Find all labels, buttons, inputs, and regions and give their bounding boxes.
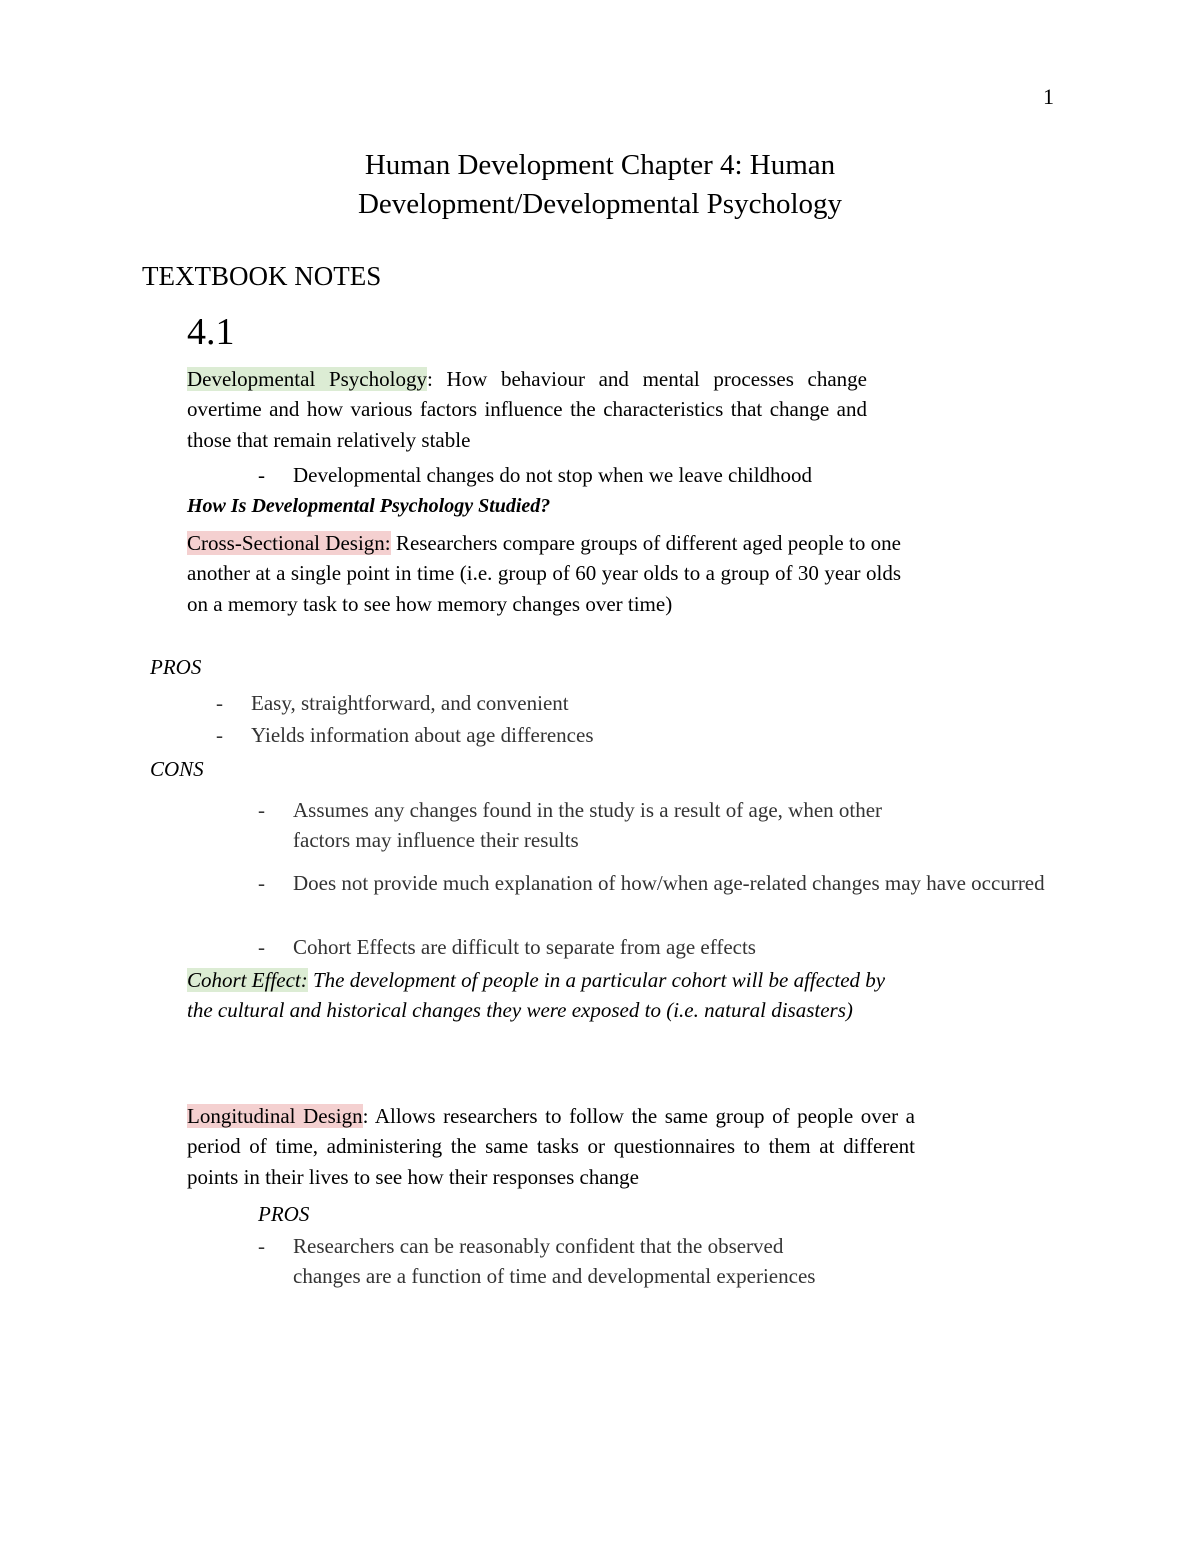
cons-label: CONS — [150, 757, 204, 781]
bullet-dash: - — [258, 798, 265, 822]
bullet-dash: - — [258, 871, 265, 895]
bullet-dash: - — [216, 723, 223, 747]
cohort-effect-text: The development of people in a particular cohort will be affected by the cultural and historical changes they were exposed to (i.e. natural disasters) — [187, 968, 886, 1022]
longitudinal-term: Longitudinal Design — [187, 1104, 363, 1128]
bullet-dash: - — [258, 1234, 265, 1258]
bullet-dash: - — [216, 691, 223, 715]
pros-label: PROS — [150, 655, 202, 679]
list-item — [0, 868, 1200, 930]
document-title-line-2: Development/Developmental Psychology — [357, 188, 843, 220]
pros-label: PROS — [258, 1202, 310, 1226]
cross-sectional-definition — [187, 528, 901, 619]
longitudinal-text: : Allows researchers to follow the same group of people over a period of time, administering the same tasks or questionnaires to them at different points in their lives to see how their responses change — [187, 1104, 915, 1189]
list-item — [0, 932, 1200, 962]
subheading-how-studied: How Is Developmental Psychology Studied? — [187, 495, 551, 517]
list-item — [0, 1231, 1200, 1323]
developmental-psychology-text: : How behaviour and mental processes change overtime and how various factors influence the characteristics that change and those that remain relatively stable — [187, 367, 867, 452]
bullet-dash: - — [258, 463, 265, 487]
list-item-text: Assumes any changes found in the study is a result of age, when other factors may influence their results — [293, 798, 883, 852]
list-item-text: Yields information about age differences — [251, 723, 594, 747]
longitudinal-definition — [187, 1101, 915, 1192]
cross-sectional-term: Cross-Sectional Design: — [187, 531, 391, 555]
page-number: 1 — [1043, 84, 1054, 109]
list-item — [0, 795, 1200, 857]
list-item — [0, 720, 1200, 750]
list-item-text: Developmental changes do not stop when we leave childhood — [293, 463, 813, 487]
list-item — [0, 688, 1200, 718]
list-item-text: Cohort Effects are difficult to separate from age effects — [293, 935, 756, 959]
list-item-text: Does not provide much explanation of how/when age-related changes may have occurred — [293, 871, 1045, 895]
section-number: 4.1 — [187, 311, 235, 353]
document-title-line-1: Human Development Chapter 4: Human — [364, 149, 836, 181]
bullet-dash: - — [258, 935, 265, 959]
list-item — [0, 460, 1200, 490]
cohort-effect-definition — [187, 965, 887, 1025]
developmental-psychology-definition — [187, 364, 867, 455]
cohort-effect-term: Cohort Effect: — [187, 968, 308, 992]
section-heading: TEXTBOOK NOTES — [142, 261, 382, 291]
developmental-psychology-term: Developmental Psychology — [187, 367, 427, 391]
list-item-text: Easy, straightforward, and convenient — [251, 691, 569, 715]
list-item-text: Researchers can be reasonably confident that the observed changes are a function of time and developmental experiences — [293, 1234, 816, 1288]
cross-sectional-text: Researchers compare groups of different aged people to one another at a single point in time (i.e. group of 60 year olds to a group of 30 year olds on a memory task to see how memory changes over time) — [187, 531, 901, 616]
